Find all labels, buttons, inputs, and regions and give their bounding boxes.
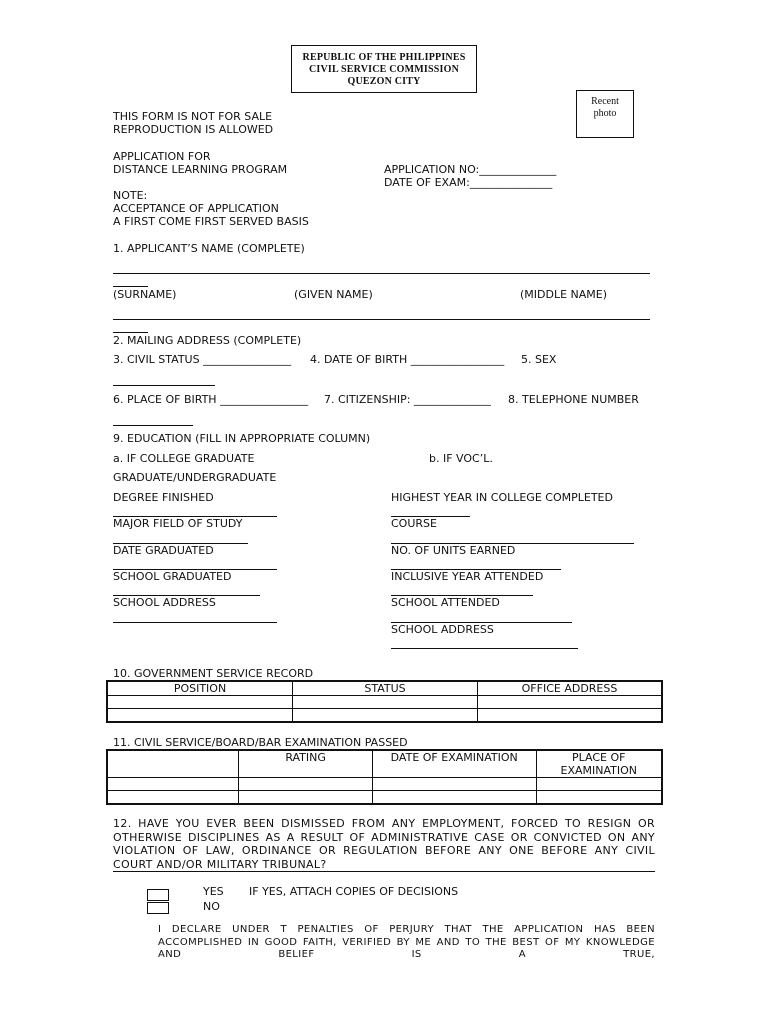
service-header-position: POSITION <box>107 681 293 696</box>
school-address-right-label: SCHOOL ADDRESS <box>391 623 494 636</box>
college-heading: a. IF COLLEGE GRADUATE <box>113 452 255 465</box>
given-name-label: (GIVEN NAME) <box>294 288 373 301</box>
table-row <box>107 709 662 722</box>
school-address-left-label: SCHOOL ADDRESS <box>113 596 216 609</box>
table-row <box>107 696 662 709</box>
yes-label: YES <box>203 885 224 898</box>
middle-name-label: (MIDDLE NAME) <box>520 288 608 301</box>
mailing-address-title: 2. MAILING ADDRESS (COMPLETE) <box>113 334 302 347</box>
table-row <box>107 791 662 804</box>
place-of-birth-field[interactable]: 6. PLACE OF BIRTH ________________ <box>113 393 309 406</box>
telephone-label: 8. TELEPHONE NUMBER <box>508 393 639 406</box>
school-address-right-line[interactable] <box>391 648 578 649</box>
if-yes-instruction: IF YES, ATTACH COPIES OF DECISIONS <box>249 885 459 898</box>
header-republic: REPUBLIC OF THE PHILIPPINES <box>302 52 466 63</box>
school-graduated-label: SCHOOL GRADUATED <box>113 570 232 583</box>
table-cell[interactable] <box>107 778 239 791</box>
civil-status-field[interactable]: 3. CIVIL STATUS ________________ <box>113 353 292 366</box>
exams-header-place: PLACE OF EXAMINATION <box>536 750 662 778</box>
application-no-field[interactable]: APPLICATION NO:______________ <box>384 163 557 176</box>
school-address-left-line[interactable] <box>113 622 277 623</box>
header-box <box>291 45 477 93</box>
sex-label: 5. SEX <box>521 353 557 366</box>
applicant-name-title: 1. APPLICANT’S NAME (COMPLETE) <box>113 242 305 255</box>
exams-header-date: DATE OF EXAMINATION <box>372 750 536 778</box>
yes-checkbox[interactable] <box>147 889 169 901</box>
date-of-birth-field[interactable]: 4. DATE OF BIRTH _________________ <box>310 353 505 366</box>
photo-box[interactable] <box>576 90 634 138</box>
sex-line[interactable] <box>113 385 215 386</box>
application-for-label: APPLICATION FOR <box>113 150 211 163</box>
highest-year-label: HIGHEST YEAR IN COLLEGE COMPLETED <box>391 491 613 504</box>
graduate-undergraduate-label: GRADUATE/UNDERGRADUATE <box>113 471 277 484</box>
table-cell[interactable] <box>107 696 293 709</box>
service-record-header-row <box>107 681 662 696</box>
photo-label-line1: Recent <box>591 96 619 107</box>
header-commission: CIVIL SERVICE COMMISSION <box>308 64 460 75</box>
exams-header-blank <box>107 750 239 778</box>
education-title: 9. EDUCATION (FILL IN APPROPRIATE COLUMN) <box>113 432 371 445</box>
surname-label: (SURNAME) <box>113 288 177 301</box>
exams-header-row <box>107 750 662 778</box>
first-come-note: A FIRST COME FIRST SERVED BASIS <box>113 215 309 228</box>
date-graduated-label: DATE GRADUATED <box>113 544 214 557</box>
service-header-status: STATUS <box>293 681 478 696</box>
question-12-answer-line[interactable] <box>113 871 655 872</box>
note-label: NOTE: <box>113 189 148 202</box>
table-cell[interactable] <box>372 791 536 804</box>
date-of-exam-field[interactable]: DATE OF EXAM:_______________ <box>384 176 553 189</box>
not-for-sale-notice: THIS FORM IS NOT FOR SALE <box>113 110 273 123</box>
units-earned-label: NO. OF UNITS EARNED <box>391 544 516 557</box>
course-label: COURSE <box>391 517 437 530</box>
table-cell[interactable] <box>107 709 293 722</box>
service-header-office-address: OFFICE ADDRESS <box>478 681 663 696</box>
table-cell[interactable] <box>293 709 478 722</box>
photo-label-line2: photo <box>593 108 617 119</box>
table-cell[interactable] <box>372 778 536 791</box>
table-cell[interactable] <box>239 778 373 791</box>
table-row <box>107 778 662 791</box>
table-cell[interactable] <box>239 791 373 804</box>
reproduction-notice: REPRODUCTION IS ALLOWED <box>113 123 274 136</box>
acceptance-note: ACCEPTANCE OF APPLICATION <box>113 202 279 215</box>
applicant-name-line[interactable] <box>113 273 650 274</box>
header-city: QUEZON CITY <box>347 76 421 87</box>
table-cell[interactable] <box>107 791 239 804</box>
service-record-table <box>106 680 663 723</box>
table-cell[interactable] <box>536 791 662 804</box>
telephone-line[interactable] <box>113 425 193 426</box>
vocational-heading: b. IF VOC’L. <box>429 452 493 465</box>
degree-finished-label: DEGREE FINISHED <box>113 491 214 504</box>
mailing-short-line <box>113 332 148 333</box>
citizenship-field[interactable]: 7. CITIZENSHIP: ______________ <box>324 393 491 406</box>
exams-table <box>106 749 663 805</box>
no-label: NO <box>203 900 220 913</box>
table-cell[interactable] <box>478 709 663 722</box>
inclusive-year-label: INCLUSIVE YEAR ATTENDED <box>391 570 544 583</box>
no-checkbox[interactable] <box>147 902 169 914</box>
table-cell[interactable] <box>536 778 662 791</box>
surname-short-line <box>113 286 148 287</box>
mailing-address-line[interactable] <box>113 319 650 320</box>
exams-header-rating: RATING <box>239 750 373 778</box>
program-label: DISTANCE LEARNING PROGRAM <box>113 163 288 176</box>
service-record-title: 10. GOVERNMENT SERVICE RECORD <box>113 667 314 680</box>
school-attended-label: SCHOOL ATTENDED <box>391 596 500 609</box>
exams-title: 11. CIVIL SERVICE/BOARD/BAR EXAMINATION PASSED <box>113 736 408 749</box>
question-12-text: 12. HAVE YOU EVER BEEN DISMISSED FROM ANY EMPLOYMENT, FORCED TO RESIGN OR OTHERWISE DISCIPLINES AS A RESULT OF ADMINISTRATIVE CASE OR CONVICTED ON ANY VIOLATION OF LAW, ORDINANCE OR REGULATION BEFORE ANY ONE BEFORE ANY CIVIL COURT AND/OR MILITARY TRIBUNAL? <box>113 817 655 871</box>
major-field-label: MAJOR FIELD OF STUDY <box>113 517 243 530</box>
table-cell[interactable] <box>293 696 478 709</box>
table-cell[interactable] <box>478 696 663 709</box>
declaration-text: I DECLARE UNDER T PENALTIES OF PERJURY THAT THE APPLICATION HAS BEEN ACCOMPLISHED IN GOOD FAITH, VERIFIED BY ME AND TO THE BEST OF MY KNOWLEDGE AND BELIEF IS A TRUE, <box>158 924 655 960</box>
